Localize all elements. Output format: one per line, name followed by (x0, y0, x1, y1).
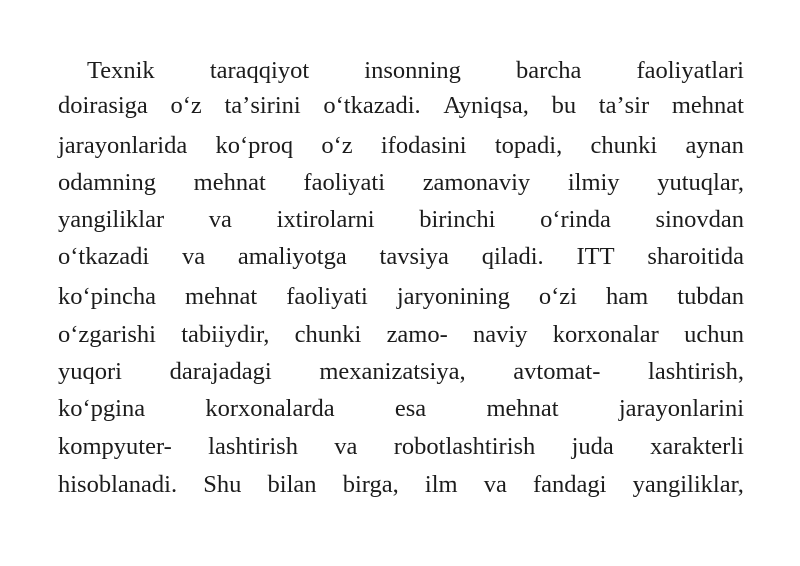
word: zamonaviy (422, 169, 531, 196)
word: koʻpgina (58, 395, 146, 422)
word: ixtirolarni (276, 206, 375, 233)
word: oʻrinda (540, 206, 611, 233)
word: doirasiga (58, 92, 148, 119)
word: hisoblanadi. (58, 471, 178, 498)
word: naviy (473, 321, 528, 348)
word: koʻpincha (58, 283, 156, 310)
word: xarakterli (650, 433, 744, 460)
word: tubdan (677, 283, 744, 310)
word: odamning (58, 169, 156, 196)
word: aynan (685, 132, 744, 159)
word: taʼsir (598, 92, 650, 119)
word: mehnat (185, 283, 258, 310)
word: juda (571, 433, 614, 460)
word: bu (551, 92, 577, 119)
word: mehnat (486, 395, 559, 422)
text-line-8 (58, 318, 744, 352)
word: barcha (516, 57, 582, 84)
word: darajadagi (169, 358, 272, 385)
word: ITT (576, 243, 615, 270)
word: koʻproq (215, 132, 294, 159)
word: qiladi. (481, 243, 544, 270)
word: Shu (203, 471, 242, 498)
text-line-2 (58, 89, 744, 123)
word: mehnat (193, 169, 266, 196)
word: jarayonlarini (618, 395, 744, 422)
word: oʻz (170, 92, 202, 119)
text-line-3 (58, 129, 744, 163)
word: Texnik (87, 57, 155, 84)
word: jaryonining (396, 283, 510, 310)
word: Ayniqsa, (443, 92, 529, 119)
text-line-12 (58, 468, 744, 502)
text-line-9 (58, 355, 744, 389)
text-line-11 (58, 430, 744, 464)
word: esa (394, 395, 427, 422)
word: birga, (342, 471, 399, 498)
word: tabiiydir, (181, 321, 270, 348)
word: fandagi (533, 471, 607, 498)
word: taʼsirini (224, 92, 301, 119)
text-line-6 (58, 240, 744, 274)
word: avtomat- (513, 358, 601, 385)
word: lashtirish (208, 433, 298, 460)
word: birinchi (419, 206, 496, 233)
word: amaliyotga (237, 243, 347, 270)
word: ilmiy (567, 169, 620, 196)
word: uchun (684, 321, 744, 348)
word: oʻz (321, 132, 353, 159)
word: korxonalarda (205, 395, 335, 422)
text-line-4 (58, 166, 744, 200)
word: bilan (267, 471, 317, 498)
word: ham (606, 283, 649, 310)
word: robotlashtirish (393, 433, 536, 460)
word: faoliyati (303, 169, 386, 196)
word: jarayonlarida (58, 132, 188, 159)
word: oʻzi (538, 283, 577, 310)
word: yuqori (58, 358, 122, 385)
word: va (334, 433, 358, 460)
word: yangiliklar, (632, 471, 744, 498)
word: korxonalar (552, 321, 659, 348)
word: oʻtkazadi (58, 243, 150, 270)
word: mexanizatsiya, (319, 358, 466, 385)
word: oʻzgarishi (58, 321, 156, 348)
word: va (181, 243, 206, 270)
word: insonning (364, 57, 461, 84)
word: yangiliklar (58, 206, 165, 233)
word: zamo- (386, 321, 448, 348)
word: yutuqlar, (657, 169, 744, 196)
word: faoliyati (286, 283, 368, 310)
word: mehnat (671, 92, 744, 119)
word: sharoitida (647, 243, 744, 270)
word: topadi, (494, 132, 563, 159)
word: ifodasini (380, 132, 467, 159)
word: kompyuter- (58, 433, 172, 460)
word: faoliyatlari (636, 57, 744, 84)
text-line-7 (58, 280, 744, 314)
text-line-1 (87, 54, 744, 88)
text-line-10 (58, 392, 744, 426)
word: ilm (424, 471, 458, 498)
text-line-5 (58, 203, 744, 237)
word: lashtirish, (648, 358, 744, 385)
word: va (483, 471, 507, 498)
word: oʻtkazadi. (323, 92, 421, 119)
word: chunki (590, 132, 658, 159)
word: tavsiya (379, 243, 449, 270)
word: chunki (294, 321, 362, 348)
word: taraqqiyot (209, 57, 310, 84)
word: va (208, 206, 232, 233)
word: sinovdan (655, 206, 744, 233)
